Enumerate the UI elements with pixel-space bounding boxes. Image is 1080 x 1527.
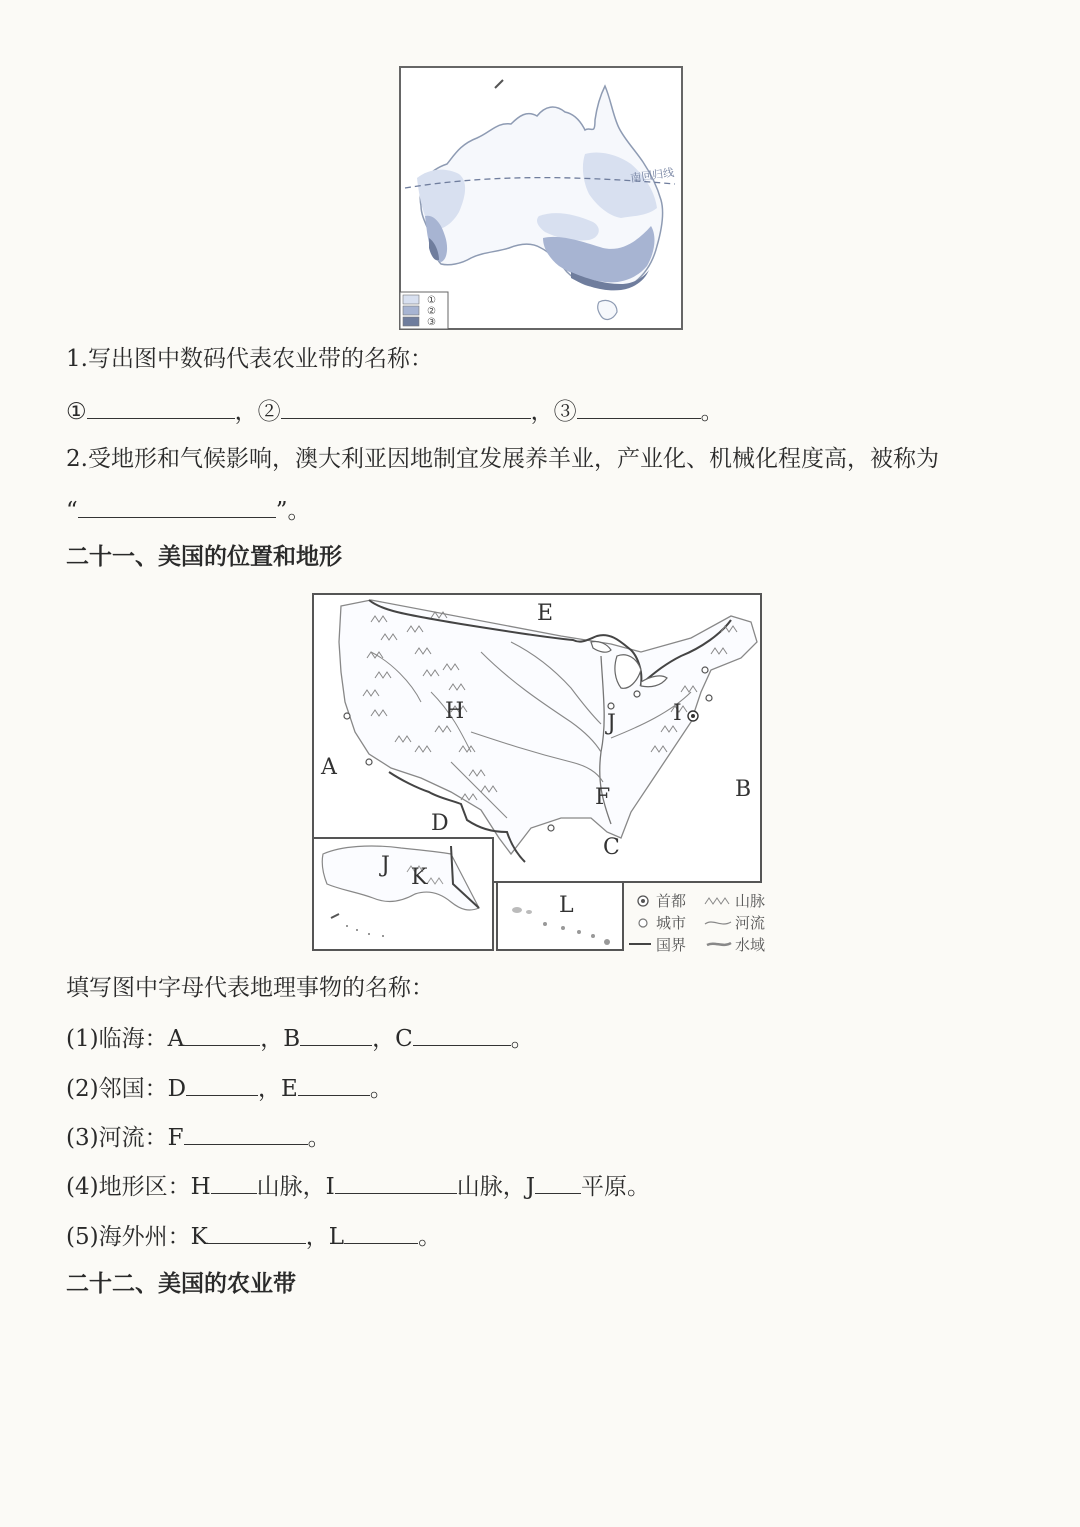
- blank-b[interactable]: [300, 1021, 372, 1046]
- quote-open: “: [66, 498, 78, 524]
- blank-i[interactable]: [335, 1169, 457, 1194]
- answer-end: 。: [700, 399, 724, 425]
- neighbors-d: D: [167, 1076, 187, 1102]
- answer-label-1: ①: [66, 399, 87, 425]
- terrain-i-suffix: 山脉，: [456, 1174, 526, 1200]
- neighbors-label: (2)邻国：: [66, 1076, 168, 1102]
- terrain-j-suffix: 平原。: [580, 1174, 650, 1200]
- map-label-a: A: [321, 755, 337, 780]
- seas-b: ，B: [260, 1026, 301, 1052]
- question-2-prompt: 2.受地形和气候影响，澳大利亚因地制宜发展养羊业，产业化、机械化程度高，被称为: [66, 446, 939, 472]
- map-label-j: J: [607, 711, 616, 736]
- question-1-prompt: 1.写出图中数码代表农业带的名称：: [66, 346, 433, 372]
- answer-blank-1[interactable]: [87, 394, 235, 419]
- seas-end: 。: [510, 1026, 534, 1052]
- map-label-h: H: [445, 699, 465, 724]
- australia-agriculture-map: [399, 66, 683, 330]
- map-label-f: F: [595, 785, 611, 810]
- legend-city: 城市: [656, 914, 687, 932]
- terrain-h: H: [190, 1174, 211, 1200]
- map-label-i: I: [673, 701, 682, 726]
- map-label-j-alaska: J: [381, 853, 390, 878]
- answer-blank-3[interactable]: [577, 394, 701, 419]
- q21-neighbors: [66, 1071, 393, 1105]
- river-end: 。: [307, 1125, 331, 1151]
- overseas-end: 。: [418, 1224, 442, 1250]
- answer-label-3: ，③: [530, 399, 577, 425]
- map-label-l: L: [559, 893, 574, 918]
- terrain-i: I: [325, 1174, 335, 1200]
- legend-border: 国界: [656, 936, 687, 954]
- map-label-e: E: [537, 601, 554, 626]
- terrain-label: (4)地形区：: [66, 1174, 191, 1200]
- legend-capital: 首都: [656, 892, 687, 910]
- q21-prompt: 填写图中字母代表地理事物的名称：: [66, 975, 434, 1001]
- legend-label-3: ③: [427, 317, 436, 328]
- answer-label-2: ，②: [234, 399, 281, 425]
- seas-c: ，C: [372, 1026, 413, 1052]
- blank-c[interactable]: [413, 1021, 511, 1046]
- legend-river: 河流: [735, 914, 766, 932]
- map-label-c: C: [603, 835, 620, 860]
- overseas-k: K: [190, 1224, 208, 1250]
- terrain-h-suffix: 山脉，: [256, 1174, 326, 1200]
- overseas-label: (5)海外州：: [66, 1224, 191, 1250]
- river-f: F: [167, 1125, 184, 1151]
- blank-e[interactable]: [298, 1071, 370, 1096]
- q21-terrain: [66, 1169, 650, 1203]
- section-21-title: 二十一、美国的位置和地形: [66, 544, 342, 570]
- blank-j[interactable]: [535, 1169, 581, 1194]
- map-label-b: B: [735, 777, 752, 802]
- question-2-answer: [66, 493, 311, 527]
- seas-label: (1)临海：: [66, 1026, 168, 1052]
- map-label-d: D: [431, 811, 449, 836]
- tropic-of-capricorn-label: 南回归线: [629, 165, 675, 185]
- legend-mountain: 山脉: [735, 892, 766, 910]
- river-label: (3)河流：: [66, 1125, 168, 1151]
- us-location-terrain-map: [311, 592, 773, 954]
- terrain-j: J: [525, 1174, 535, 1200]
- q21-seas: [66, 1021, 534, 1055]
- answer-blank-q2[interactable]: [78, 493, 276, 518]
- blank-f[interactable]: [184, 1120, 308, 1145]
- blank-a[interactable]: [184, 1021, 260, 1046]
- legend-water: 水域: [735, 936, 766, 954]
- quote-close: ”。: [275, 498, 311, 524]
- blank-k[interactable]: [208, 1219, 306, 1244]
- answer-blank-2[interactable]: [281, 394, 531, 419]
- legend-label-1: ①: [427, 295, 436, 306]
- blank-l[interactable]: [344, 1219, 418, 1244]
- section-22-title: 二十二、美国的农业带: [66, 1271, 296, 1297]
- blank-d[interactable]: [186, 1071, 258, 1096]
- map-label-k: K: [411, 865, 428, 890]
- seas-a: A: [167, 1026, 185, 1052]
- legend-label-2: ②: [427, 306, 436, 317]
- question-1-answers: [66, 394, 724, 428]
- q21-river: [66, 1120, 331, 1154]
- q21-overseas: [66, 1219, 441, 1253]
- blank-h[interactable]: [211, 1169, 257, 1194]
- neighbors-end: 。: [369, 1076, 393, 1102]
- neighbors-e: ，E: [258, 1076, 298, 1102]
- overseas-l: ，L: [305, 1224, 345, 1250]
